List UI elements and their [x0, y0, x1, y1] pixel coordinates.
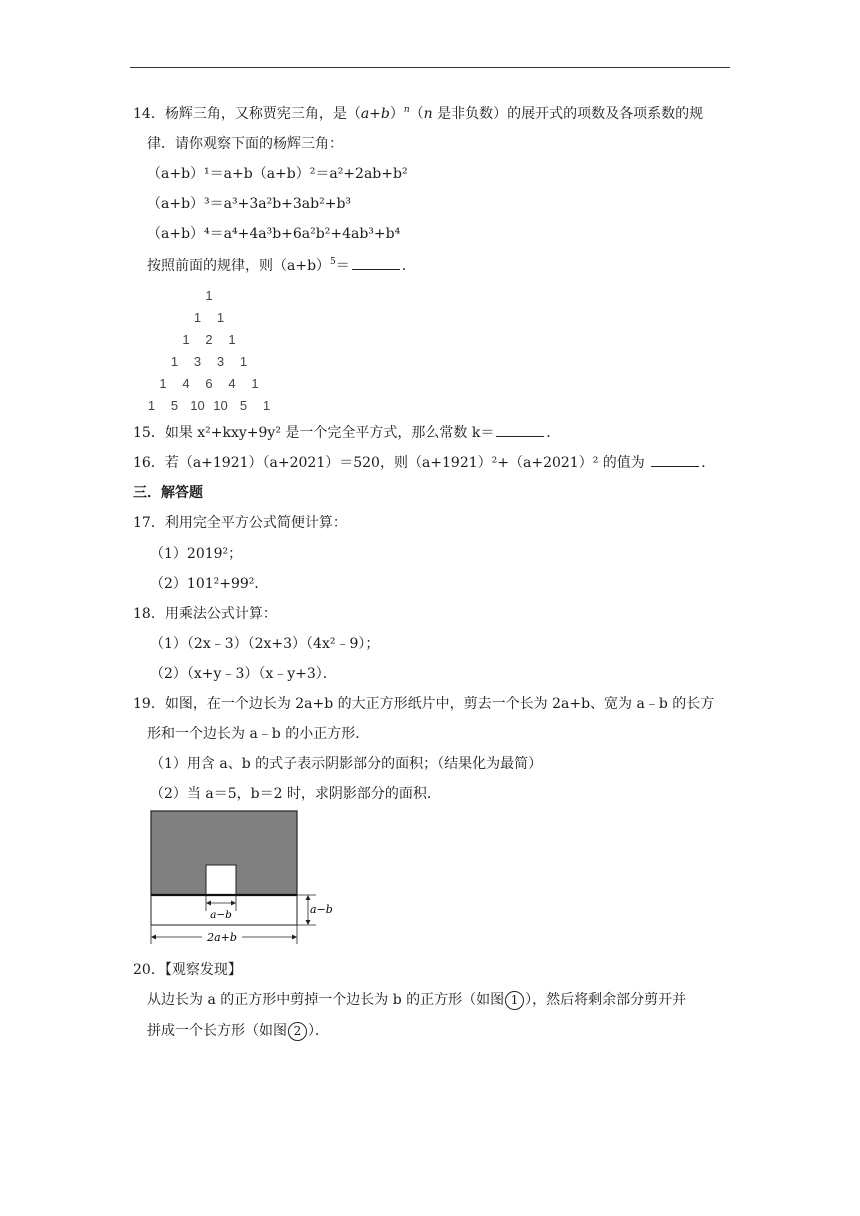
triangle-number: 1: [147, 398, 156, 413]
triangle-number: 1: [170, 354, 179, 369]
q18-part1: （1）（2x﹣3）（2x+3）（4x²﹣9）；: [150, 636, 380, 652]
q16-line: 16．若（a+1921）（a+2021）＝520，则（a+1921）²+（a+2021）² 的值为 ．: [133, 455, 716, 471]
triangle-number: 1: [228, 332, 236, 347]
answer-blank: [352, 257, 400, 270]
q19-line2: 形和一个边长为 a﹣b 的小正方形．: [147, 726, 370, 742]
q15-line: 15．如果 x²+kxy+9y² 是一个完全平方式，那么常数 k＝ ．: [133, 425, 561, 441]
triangle-number: 1: [239, 354, 248, 369]
q17-stem: 17．利用完全平方公式简便计算：: [133, 515, 347, 531]
q14-expansion-3: （a+b）³＝a³+3a²b+3ab²+b³: [147, 196, 352, 212]
q14-line1: 14．杨辉三角，又称贾宪三角，是$(a+b)^n(n$ 是非负数）的展开式的项数及各项系数的规: [133, 105, 704, 122]
q20-line1: 从边长为 a 的正方形中剪掉一个边长为 b 的正方形（如图 1 ），然后将剩余部分剪开并: [147, 992, 687, 1008]
header-rule: [130, 67, 730, 68]
triangle-number: 5: [239, 398, 248, 413]
triangle-number: 3: [193, 354, 202, 369]
triangle-number: 10: [190, 398, 205, 413]
q17-part1: （1）2019²；: [150, 546, 243, 562]
q14-expansion-4: （a+b）⁴＝a⁴+4a³b+6a²b²+4ab³+b⁴: [147, 226, 401, 242]
small-square: [206, 865, 236, 895]
q17-part2: （2）101²+99²．: [150, 576, 269, 592]
q18-part2: （2）（x+y﹣3）（x﹣y+3）．: [150, 666, 337, 682]
q20-title: 20．【观察发现】: [133, 962, 242, 978]
triangle-number: 1: [205, 288, 213, 303]
triangle-number: 1: [216, 310, 225, 325]
triangle-number: 5: [170, 398, 179, 413]
section-title: 三．解答题: [133, 485, 203, 501]
q19-figure: [140, 805, 350, 950]
q14-line2: 律．请你观察下面的杨辉三角：: [147, 136, 343, 152]
label-right: a−b: [310, 903, 333, 916]
q20-line2: 拼成一个长方形（如图 2 ）．: [147, 1023, 329, 1039]
triangle-number: 4: [228, 376, 236, 391]
triangle-number: 1: [182, 332, 190, 347]
q18-stem: 18．用乘法公式计算：: [133, 606, 277, 622]
circled-number: 2: [288, 1022, 307, 1041]
triangle-number: 3: [216, 354, 225, 369]
label-inner: a−b: [210, 909, 232, 921]
q19-part1: （1）用含 a、b 的式子表示阴影部分的面积；（结果化为最简）: [150, 756, 543, 772]
triangle-number: 6: [205, 376, 213, 391]
answer-blank: [496, 424, 544, 437]
triangle-number: 10: [213, 398, 228, 413]
triangle-number: 2: [205, 332, 213, 347]
triangle-number: 4: [182, 376, 190, 391]
triangle-number: 1: [262, 398, 271, 413]
triangle-number: 1: [159, 376, 167, 391]
q14-question: 按照前面的规律，则$(a+b)^5=$ ．: [147, 257, 416, 274]
triangle-number: 1: [193, 310, 202, 325]
circled-number: 1: [505, 991, 524, 1010]
q14-expansion-1-2: （a+b）¹＝a+b（a+b）²＝a²+2ab+b²: [147, 166, 408, 182]
q19-line1: 19．如图，在一个边长为 2a+b 的大正方形纸片中，剪去一个长为 2a+b、宽为 a﹣b 的长方: [133, 696, 715, 712]
triangle-number: 1: [251, 376, 259, 391]
label-bottom: 2a+b: [207, 931, 237, 944]
q19-part2: （2）当 a＝5，b＝2 时，求阴影部分的面积．: [150, 786, 441, 802]
answer-blank: [651, 454, 699, 467]
